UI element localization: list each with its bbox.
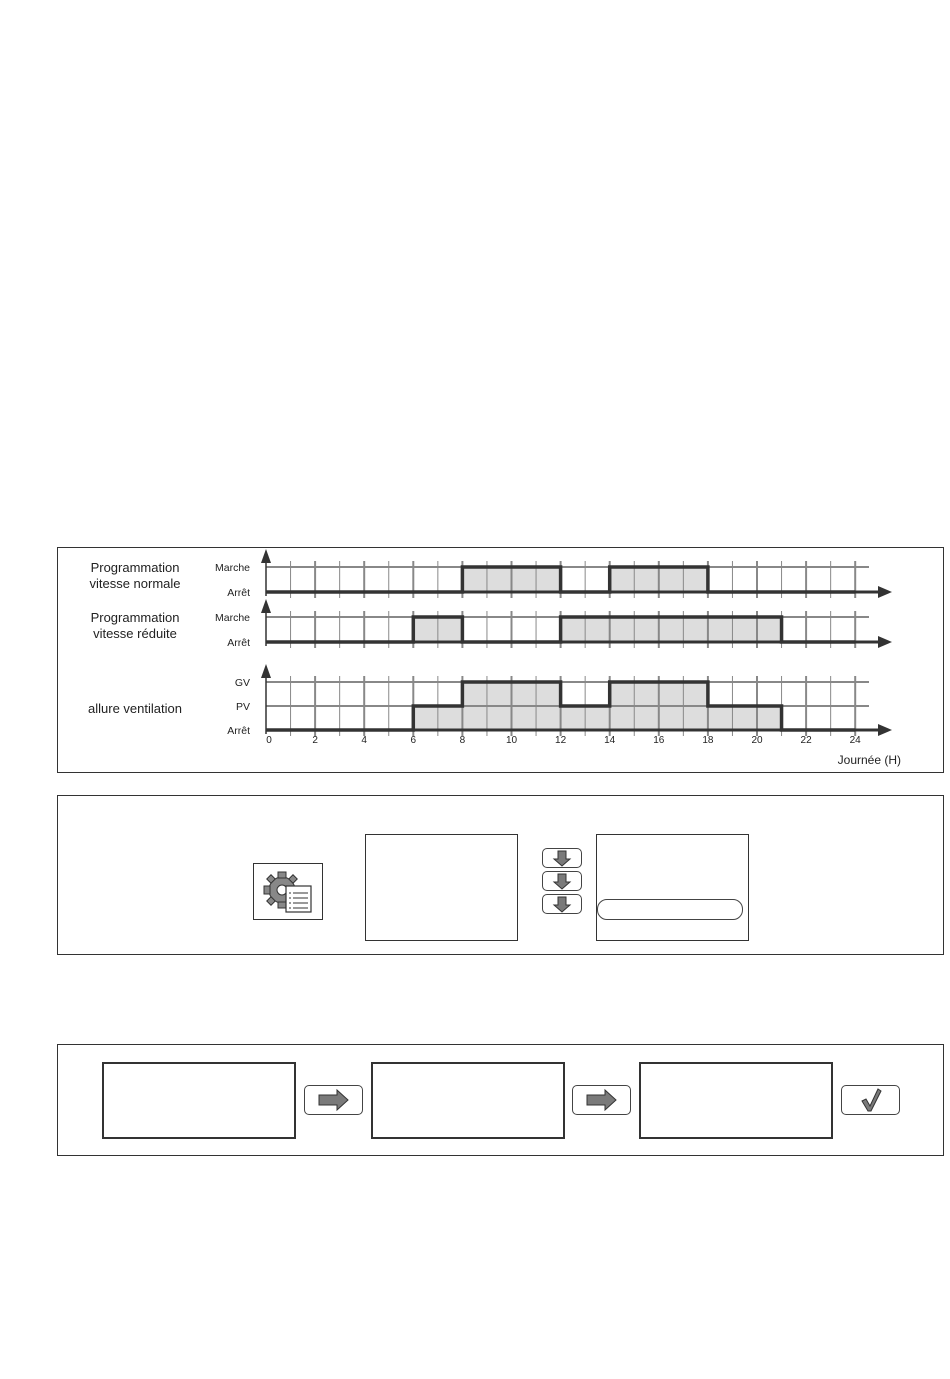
x-tick-label: 16 xyxy=(653,735,665,746)
down-button-3[interactable] xyxy=(542,894,582,914)
arrow-right-icon xyxy=(573,1086,630,1114)
down-button-2[interactable] xyxy=(542,871,582,891)
next-button-2[interactable] xyxy=(572,1085,631,1115)
level-label: Marche xyxy=(214,562,250,574)
timing-diagram-panel xyxy=(57,547,944,773)
arrow-down-icon xyxy=(543,872,581,890)
x-tick-label: 8 xyxy=(459,735,466,746)
x-tick-label: 10 xyxy=(505,735,518,746)
level-label: PV xyxy=(235,701,250,713)
selected-menu-item[interactable] xyxy=(597,899,743,920)
x-tick-label: 2 xyxy=(312,735,318,746)
level-label: GV xyxy=(234,677,250,689)
row-title: allure ventilation xyxy=(88,701,182,716)
confirm-button[interactable] xyxy=(841,1085,900,1115)
level-label: Arrêt xyxy=(227,725,250,737)
x-tick-label: 4 xyxy=(361,735,367,746)
x-axis-label: Journée (H) xyxy=(837,753,901,767)
x-tick-label: 14 xyxy=(604,735,616,746)
next-button-1[interactable] xyxy=(304,1085,363,1115)
down-button-1[interactable] xyxy=(542,848,582,868)
level-label: Marche xyxy=(214,612,250,624)
menu-navigation-panel xyxy=(57,795,944,955)
screen-step-1 xyxy=(102,1062,296,1139)
row-title: vitesse normale xyxy=(89,576,181,591)
x-tick-label: 22 xyxy=(800,735,812,746)
row-title: Programmation xyxy=(90,560,180,575)
level-label: Arrêt xyxy=(227,637,250,649)
check-icon xyxy=(842,1086,899,1114)
settings-button[interactable] xyxy=(253,863,323,920)
menu-screen-1 xyxy=(365,834,518,941)
signal-fill-1-3 xyxy=(561,617,782,642)
arrow-down-icon xyxy=(543,895,581,913)
arrow-down-icon xyxy=(543,849,581,867)
timing-diagram xyxy=(58,548,943,772)
level-label: Arrêt xyxy=(227,587,250,599)
time-axis-arrow xyxy=(878,724,892,736)
x-tick-label: 12 xyxy=(555,735,567,746)
x-tick-label: 20 xyxy=(751,735,763,746)
confirm-sequence-panel xyxy=(57,1044,944,1156)
signal-line xyxy=(266,567,855,592)
x-tick-label: 0 xyxy=(266,735,272,746)
x-tick-label: 18 xyxy=(702,735,714,746)
row-title: Programmation xyxy=(90,610,180,625)
arrow-right-icon xyxy=(305,1086,362,1114)
level-axis-arrow xyxy=(261,549,271,563)
signal-fill-2-5 xyxy=(708,706,782,730)
time-axis-arrow xyxy=(878,636,892,648)
menu-screen-2 xyxy=(596,834,749,941)
x-tick-label: 24 xyxy=(849,735,861,746)
level-axis-arrow xyxy=(261,599,271,613)
screen-step-3 xyxy=(639,1062,833,1139)
screen-step-2 xyxy=(371,1062,565,1139)
gear-settings-icon xyxy=(254,864,322,919)
row-title: vitesse réduite xyxy=(93,626,177,641)
level-axis-arrow xyxy=(261,664,271,678)
x-tick-label: 6 xyxy=(410,735,417,746)
time-axis-arrow xyxy=(878,586,892,598)
